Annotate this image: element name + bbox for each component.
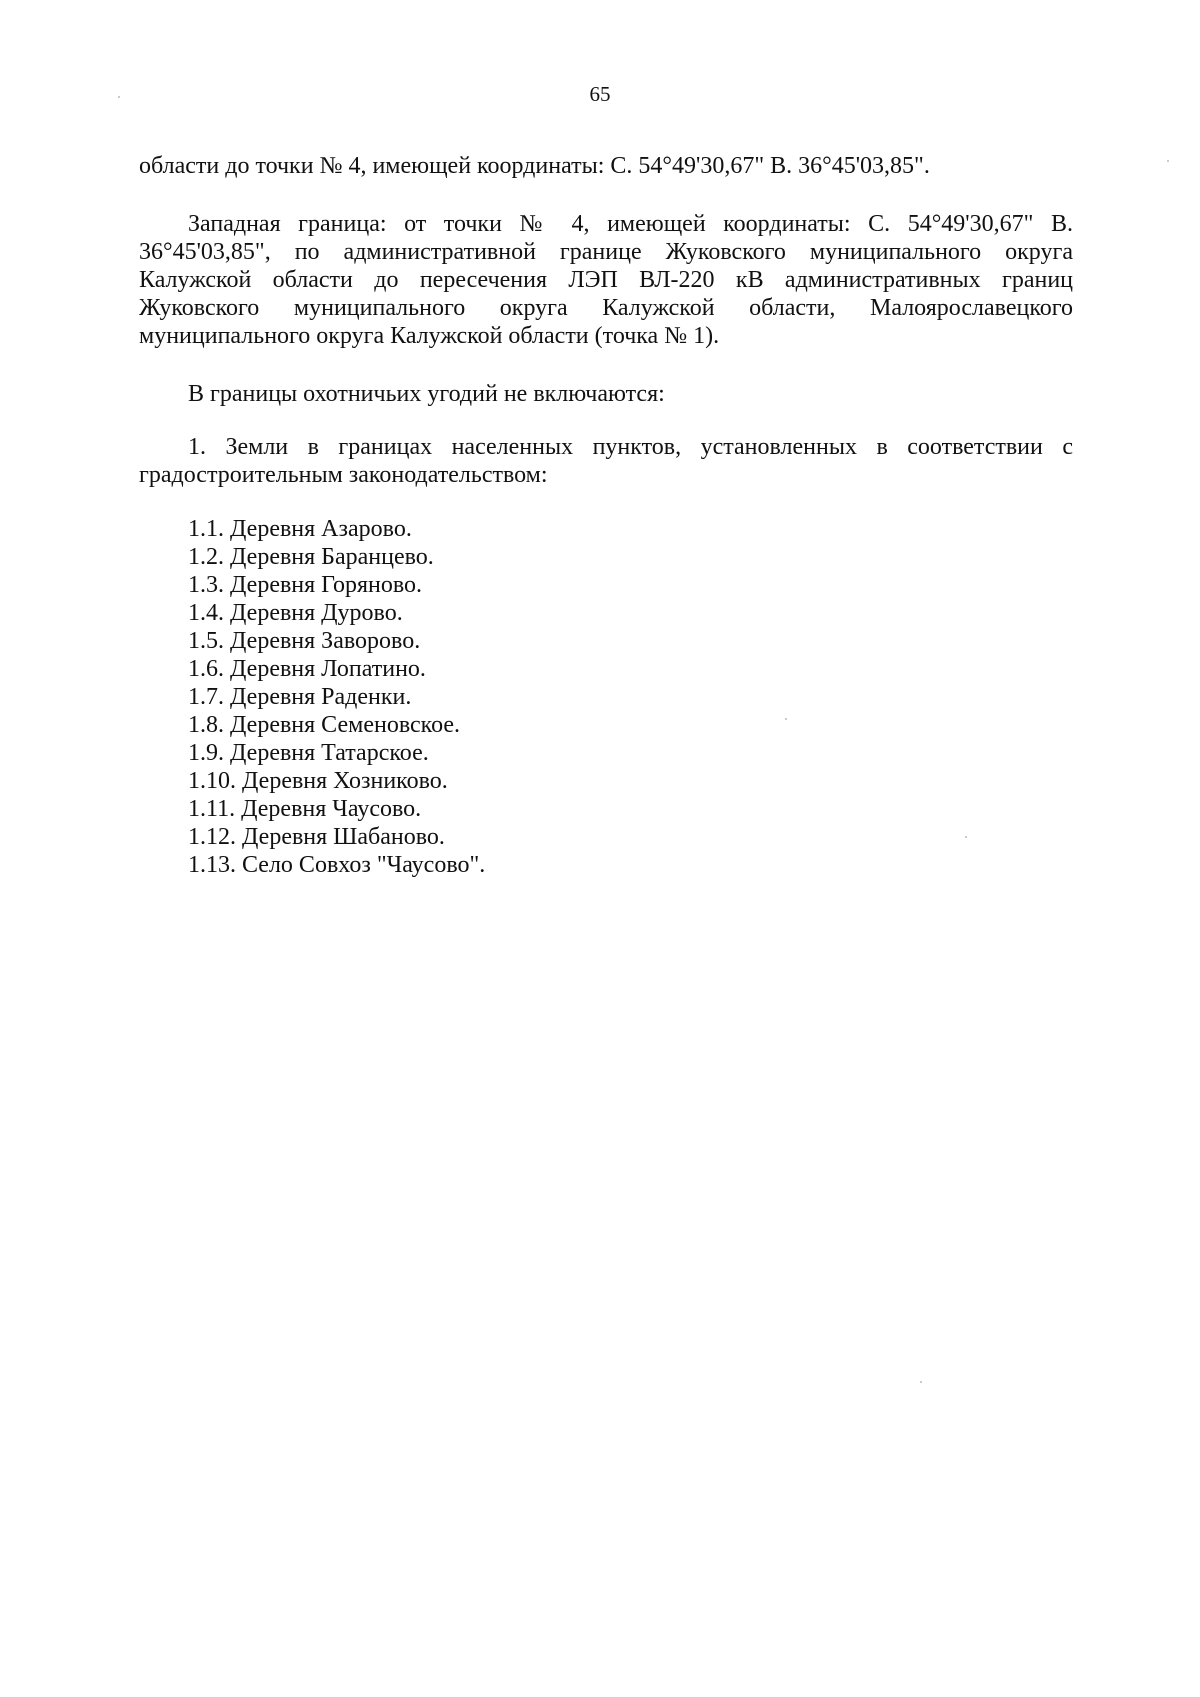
list-item: 1.3. Деревня Горяново. xyxy=(188,572,422,598)
scan-speck xyxy=(785,718,787,720)
document-body xyxy=(139,152,1073,879)
list-item: 1.1. Деревня Азарово. xyxy=(188,516,412,542)
list-item: 1.8. Деревня Семеновское. xyxy=(188,712,461,738)
page-number: 65 xyxy=(589,82,611,106)
list-item: 1.13. Село Совхоз "Чаусово". xyxy=(188,852,486,878)
settlement-list xyxy=(139,515,1073,879)
list-item: 1.9. Деревня Татарское. xyxy=(188,740,429,766)
scan-speck xyxy=(965,836,967,838)
exclusion-item-1: 1. Земли в границах населенных пунктов, установленных в соответствии с градостроительным законодательством: xyxy=(139,434,1073,488)
list-item: 1.12. Деревня Шабаново. xyxy=(188,824,445,850)
scan-speck xyxy=(118,96,120,98)
scan-speck xyxy=(920,1381,922,1383)
exclusions-intro-paragraph: В границы охотничьих угодий не включаются: xyxy=(188,381,665,407)
continuation-paragraph: области до точки № 4, имеющей координаты: С. 54°49'30,67" В. 36°45'03,85". xyxy=(139,153,930,179)
list-item: 1.5. Деревня Заворово. xyxy=(188,628,421,654)
list-item: 1.10. Деревня Хозниково. xyxy=(188,768,448,794)
list-item: 1.2. Деревня Баранцево. xyxy=(188,544,434,570)
list-item: 1.11. Деревня Чаусово. xyxy=(188,796,422,822)
list-item: 1.7. Деревня Раденки. xyxy=(188,684,412,710)
list-item: 1.4. Деревня Дурово. xyxy=(188,600,403,626)
scan-speck xyxy=(1167,160,1169,162)
list-item: 1.6. Деревня Лопатино. xyxy=(188,656,426,682)
western-border-paragraph: Западная граница: от точки № 4, имеющей координаты: С. 54°49'30,67" В. 36°45'03,85", по административной границе Жуковского муниципального округа Калужской области до пересечения ЛЭП ВЛ-220 кВ административных границ Жуковского муниципального округа Калужской области, Малоярославецкого муниципального округа Калужской области (точка № 1). xyxy=(139,211,1073,349)
